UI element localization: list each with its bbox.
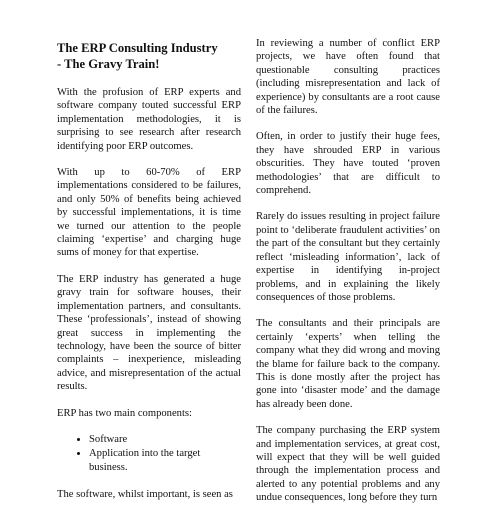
paragraph: Often, in order to justify their huge fees, they have shrouded ERP in various obscurities. They have touted ‘proven methodologies’ that are difficult to comprehend.: [256, 131, 440, 197]
paragraph: Rarely do issues resulting in project failure point to ‘deliberate fraudulent activities’ on the part of the consultant but they certainly reflect ‘misleading information’, lack of expertise in identifying in-project problems, and in explaining the likely consequences of those problems.: [256, 211, 440, 303]
paragraph: The company purchasing the ERP system and implementation services, at great cost, will expect that they will be well guided through the implementation process and alerted to any potential problems and any undue consequences, long before they turn: [256, 425, 440, 504]
paragraph: The ERP industry has generated a huge gravy train for software houses, their implementation partners, and consultants. These ‘professionals’, instead of showing great success in implementing the technology, have been the source of bitter complaints – inexperience, misleading advice, and misrepresentation of the actual results.: [57, 273, 241, 393]
paragraph: The software, whilst important, is seen as: [57, 489, 233, 501]
paragraph: In reviewing a number of conflict ERP projects, we have often found that questionable consulting practices (including misrepresentation and lack of experience) by consultants are a root cause of the failures.: [256, 38, 440, 117]
components-list: [57, 433, 241, 474]
list-item: • Application into the target business.: [89, 447, 241, 474]
title-line-2: - The Gravy Train!: [57, 57, 160, 71]
paragraph: With up to 60-70% of ERP implementations considered to be failures, and only 50% of benefits being achieved by successful implementations, it is time we turned our attention to the people claiming ‘expertise’ and charging huge sums of money for that expertise.: [57, 167, 241, 259]
title-line-1: The ERP Consulting Industry: [57, 41, 218, 55]
left-column: [57, 0, 241, 515]
paragraph: The consultants and their principals are certainly ‘experts’ when telling the company what they did wrong and moving the blame for failure back to the company. This is done mostly after the project has gone into ‘disaster mode’ and the damage has already been done.: [256, 318, 440, 410]
paragraph: ERP has two main components:: [57, 407, 192, 419]
right-column: [256, 0, 440, 518]
article-title: [57, 40, 241, 72]
paragraph: With the profusion of ERP experts and software company touted successful ERP implementation methodologies, it is surprising to see research after research identifying poor ERP outcomes.: [57, 87, 241, 152]
list-item: • Software: [89, 433, 241, 446]
